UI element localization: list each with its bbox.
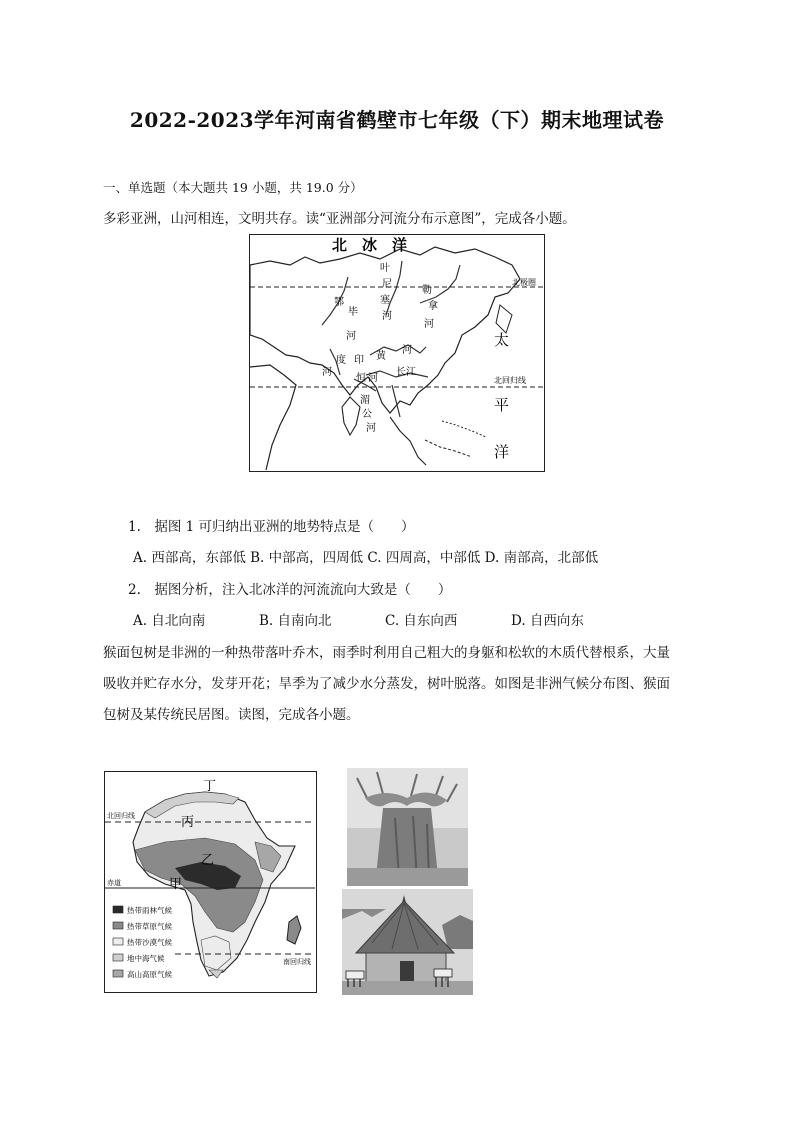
- yellow-river-label-1: 黄: [376, 351, 386, 362]
- lena-label-1: 勒: [422, 285, 432, 296]
- baobab-tree-illustration: [347, 768, 468, 886]
- africa-tropic-capricorn-label: 南回归线: [283, 958, 311, 966]
- yenisei-label-2: 尼: [382, 279, 392, 290]
- lena-label-2: 拿: [428, 301, 438, 312]
- yenisei-label-1: 叶: [380, 263, 390, 274]
- pacific-label-3: 洋: [494, 443, 510, 461]
- question-2-options: [133, 609, 584, 629]
- baobab-paragraph: [103, 638, 693, 731]
- indus-label-3: 河: [322, 367, 332, 378]
- legend-swatch-mediterranean: [113, 954, 123, 961]
- paragraph-line-2: 吸收并贮存水分，发芽开花；旱季为了减少水分蒸发，树叶脱落。如图是非洲气候分布图、猴面: [103, 676, 670, 692]
- legend-swatch-savanna: [113, 922, 123, 929]
- mekong-label-2: 公: [362, 409, 372, 420]
- asia-intro: 多彩亚洲，山河相连，文明共存。读“亚洲部分河流分布示意图”，完成各小题。: [103, 211, 576, 227]
- africa-equator-label: 赤道: [107, 879, 121, 887]
- indus-label-1: 印: [354, 355, 364, 366]
- climate-legend: [113, 905, 172, 979]
- yangtze-label-2: 江: [406, 367, 416, 378]
- question-2-option-d: D. 自西向东: [511, 613, 584, 629]
- hut-illustration: [342, 889, 473, 995]
- yangtze-label-1: 长: [396, 367, 406, 378]
- asia-map-drawing: [250, 235, 543, 470]
- africa-tropic-cancer-label: 北回归线: [107, 812, 135, 820]
- africa-label-jia: 甲: [169, 877, 183, 892]
- tropic-cancer-label-asia: 北回归线: [494, 376, 526, 385]
- ob-label-3: 河: [346, 331, 356, 342]
- ganges-label-2: 河: [368, 373, 378, 384]
- legend-label-desert: 热带沙漠气候: [127, 938, 172, 947]
- pacific-label-2: 平: [494, 396, 510, 414]
- yellow-river-label-2: 河: [402, 345, 412, 356]
- question-2-option-b: B. 自南向北: [259, 613, 332, 629]
- legend-label-highland: 高山高原气候: [127, 970, 172, 979]
- yenisei-label-3: 塞: [380, 295, 390, 306]
- mekong-label-1: 湄: [360, 395, 370, 406]
- paragraph-line-3: 包树及某传统民居图。读图，完成各小题。: [103, 707, 360, 723]
- paragraph-line-1: 猴面包树是非洲的一种热带落叶乔木，雨季时利用自己粗大的身躯和松软的木质代替根系，大量: [103, 645, 670, 661]
- mekong-label-3: 河: [366, 423, 376, 434]
- pacific-label-1: 太: [494, 331, 510, 349]
- legend-label-savanna: 热带草原气候: [127, 922, 172, 931]
- arctic-ocean-label: 北 冰 洋: [332, 236, 408, 254]
- africa-label-yi: 乙: [201, 853, 215, 868]
- question-2-stem: 2. 据图分析，注入北冰洋的河流流向大致是（ ）: [128, 582, 452, 598]
- lena-label-3: 河: [424, 319, 434, 330]
- ganges-label-1: 恒: [356, 373, 366, 384]
- page-title: 2022-2023学年河南省鹤壁市七年级（下）期末地理试卷: [129, 108, 665, 132]
- traditional-hut-photo: [342, 889, 473, 995]
- ob-label-1: 鄂: [334, 297, 344, 308]
- legend-label-mediterranean: 地中海气候: [127, 954, 165, 963]
- legend-swatch-rainforest: [113, 906, 123, 913]
- section-heading: 一、单选题（本大题共 19 小题，共 19.0 分）: [103, 180, 363, 195]
- arctic-circle-label: 北极圈: [512, 278, 536, 287]
- africa-map-drawing: [105, 772, 315, 991]
- indus-label-2: 度: [336, 355, 346, 366]
- question-1-stem: 1. 据图 1 可归纳出亚洲的地势特点是（ ）: [128, 519, 415, 535]
- africa-label-bing: 丙: [181, 815, 195, 830]
- asia-river-map: [249, 234, 545, 472]
- africa-label-ding: 丁: [203, 779, 217, 794]
- legend-swatch-desert: [113, 938, 123, 945]
- yenisei-label-4: 河: [382, 311, 392, 322]
- ob-label-2: 毕: [348, 307, 358, 318]
- question-1-options: A. 西部高，东部低 B. 中部高，四周低 C. 四周高，中部低 D. 南部高，北部低: [133, 550, 599, 566]
- legend-label-rainforest: 热带雨林气候: [127, 906, 172, 915]
- africa-climate-map: [104, 771, 317, 993]
- legend-swatch-highland: [113, 970, 123, 977]
- baobab-tree-photo: [347, 768, 468, 886]
- question-2-option-c: C. 自东向西: [385, 613, 458, 629]
- question-2-option-a: A. 自北向南: [133, 613, 206, 629]
